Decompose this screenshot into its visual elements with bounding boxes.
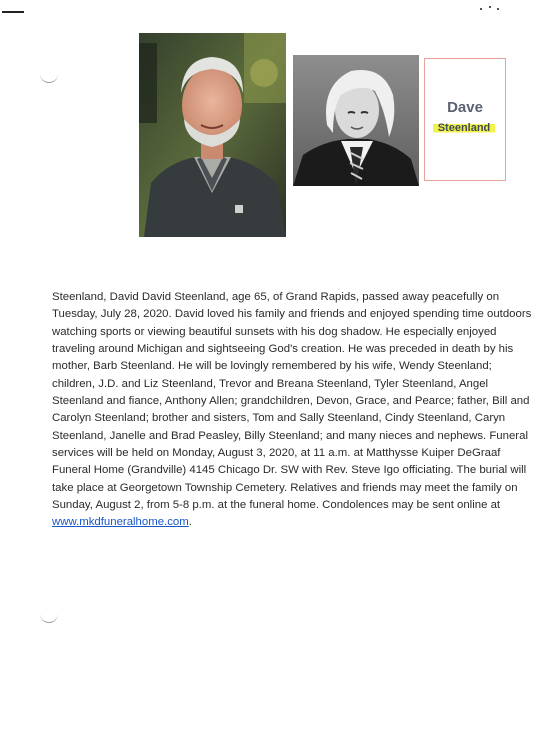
obituary-end-period: . <box>188 516 192 529</box>
funeral-home-link[interactable]: www.mkdfuneralhome.com <box>52 516 189 529</box>
name-card <box>424 58 506 181</box>
scan-artifact-hole-bottom <box>40 612 58 623</box>
recent-portrait-photo <box>139 33 286 237</box>
last-name-highlighted: Steenland <box>433 122 495 134</box>
first-name: Dave <box>447 99 483 116</box>
scan-artifact-dots <box>480 6 500 12</box>
obituary-body: Steenland, David David Steenland, age 65, of Grand Rapids, passed away peacefully on Tuesday, July 28, 2020. David loved his family and friends and enjoyed spending time outdoors watching sports or viewing beautiful sunsets with his dog shadow. He especially enjoyed traveling around Michigan and sightseeing God's creation. He was preceded in death by his mother, Barb Steenland. He will be lovingly remembered by his wife, Wendy Steenland; children, J.D. and Liz Steenland, Trevor and Breana Steenland, Tyler Steenland, Angel Steenland and fiance, Anthony Allen; grandchildren, Devon, Grace, and Pearce; father, Bill and Carolyn Steenland; brother and sisters, Tom and Sally Steenland, Cindy Steenland, Caryn Steenland, Janelle and Brad Peasley, Billy Steenland; and many nieces and nephews. Funeral services will be held on Monday, August 3, 2020, at 11 a.m. at Matthysse Kuiper DeGraaf Funeral Home (Grandville) 4145 Chicago Dr. SW with Rev. Steve Igo officiating. The burial will take place at Georgetown Township Cemetery. Relatives and friends may meet the family on Sunday, August 2, from 5-8 p.m. at the funeral home. Condolences may be sent online at <box>52 291 532 512</box>
scan-artifact-dash <box>2 11 24 13</box>
scan-artifact-hole-top <box>40 72 58 83</box>
young-portrait-photo <box>293 55 419 186</box>
obituary-text <box>52 289 532 532</box>
